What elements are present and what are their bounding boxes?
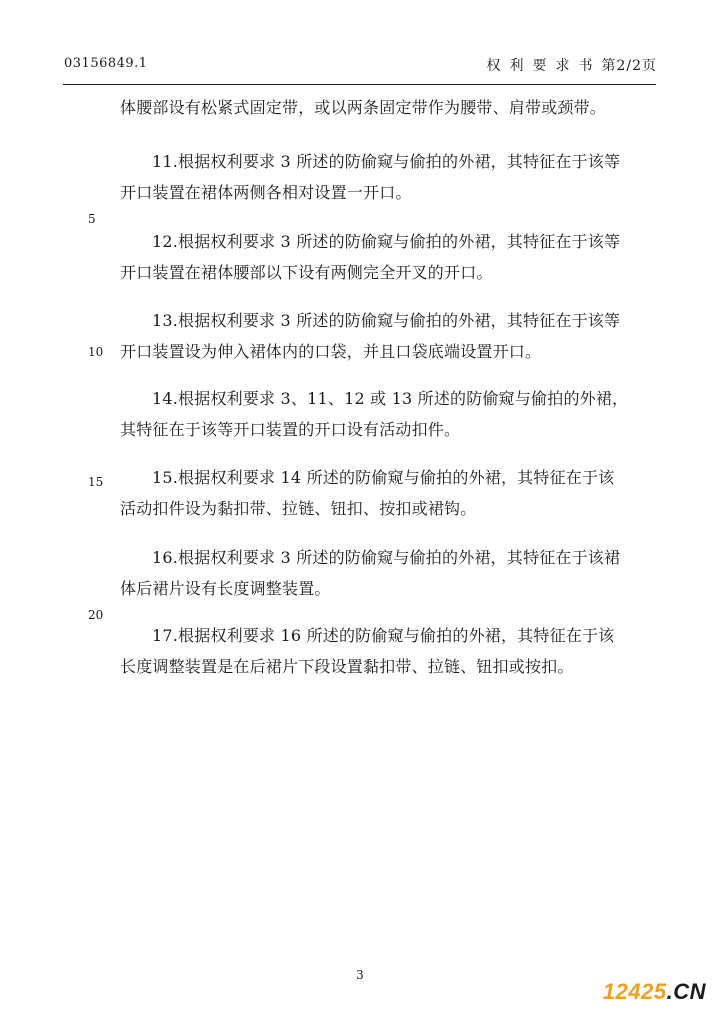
claim-text-line: 其特征在于该等开口装置的开口设有活动扣件。 [120,420,461,439]
watermark-digits: 12425 [602,979,667,1004]
header-title-char: 利 [509,58,525,74]
header-title-char: 求 [555,58,571,74]
claim-12 [120,226,660,288]
claim-text-line: 12.根据权利要求 3 所述的防偷窥与偷拍的外裙，其特征在于该等 [152,232,621,251]
claim-text-line: 体腰部设有松紧式固定带，或以两条固定带作为腰带、肩带或颈带。 [120,98,607,117]
page-number: 3 [356,968,364,982]
claim-text-line: 开口装置在裙体两侧各相对设置一开口。 [120,183,412,202]
claim-text-line: 17.根据权利要求 16 所述的防偷窥与偷拍的外裙，其特征在于该 [152,626,615,645]
claim-15 [120,462,660,524]
claim-text-line: 16.根据权利要求 3 所述的防偷窥与偷拍的外裙，其特征在于该裙 [152,548,621,567]
header-title-char: 书 [578,58,594,74]
claim-text-line: 13.根据权利要求 3 所述的防偷窥与偷拍的外裙，其特征在于该等 [152,311,621,330]
line-number: 20 [88,608,104,622]
header-title [486,55,657,75]
claim-16 [120,542,660,604]
line-number: 15 [88,475,104,489]
claim-text-line: 开口装置设为伸入裙体内的口袋，并且口袋底端设置开口。 [120,342,542,361]
page-info: 第2/2页 [601,58,657,74]
claim-11 [120,146,660,208]
claim-17 [120,620,660,682]
header-title-char: 权 [486,58,502,74]
claim-13 [120,305,660,367]
claim-text-line: 14.根据权利要求 3、11、12 或 13 所述的防偷窥与偷拍的外裙， [152,389,629,408]
claim-text-line: 11.根据权利要求 3 所述的防偷窥与偷拍的外裙，其特征在于该等 [152,152,621,171]
claim-continuation [120,92,660,123]
document-number: 03156849.1 [64,56,148,71]
claim-text-line: 15.根据权利要求 14 所述的防偷窥与偷拍的外裙，其特征在于该 [152,468,615,487]
watermark-suffix: .CN [666,979,706,1004]
claim-text-line: 活动扣件设为黏扣带、拉链、钮扣、按扣或裙钩。 [120,499,477,518]
claim-text-line: 开口装置在裙体腰部以下设有两侧完全开叉的开口。 [120,263,493,282]
claim-14 [120,383,660,445]
line-number: 10 [88,345,104,359]
claim-text-line: 体后裙片设有长度调整装置。 [120,579,331,598]
claim-text-line: 长度调整装置是在后裙片下段设置黏扣带、拉链、钮扣或按扣。 [120,657,574,676]
line-number: 5 [88,212,96,226]
header-divider [63,84,656,85]
site-watermark [603,979,706,1005]
header-title-char: 要 [532,58,548,74]
